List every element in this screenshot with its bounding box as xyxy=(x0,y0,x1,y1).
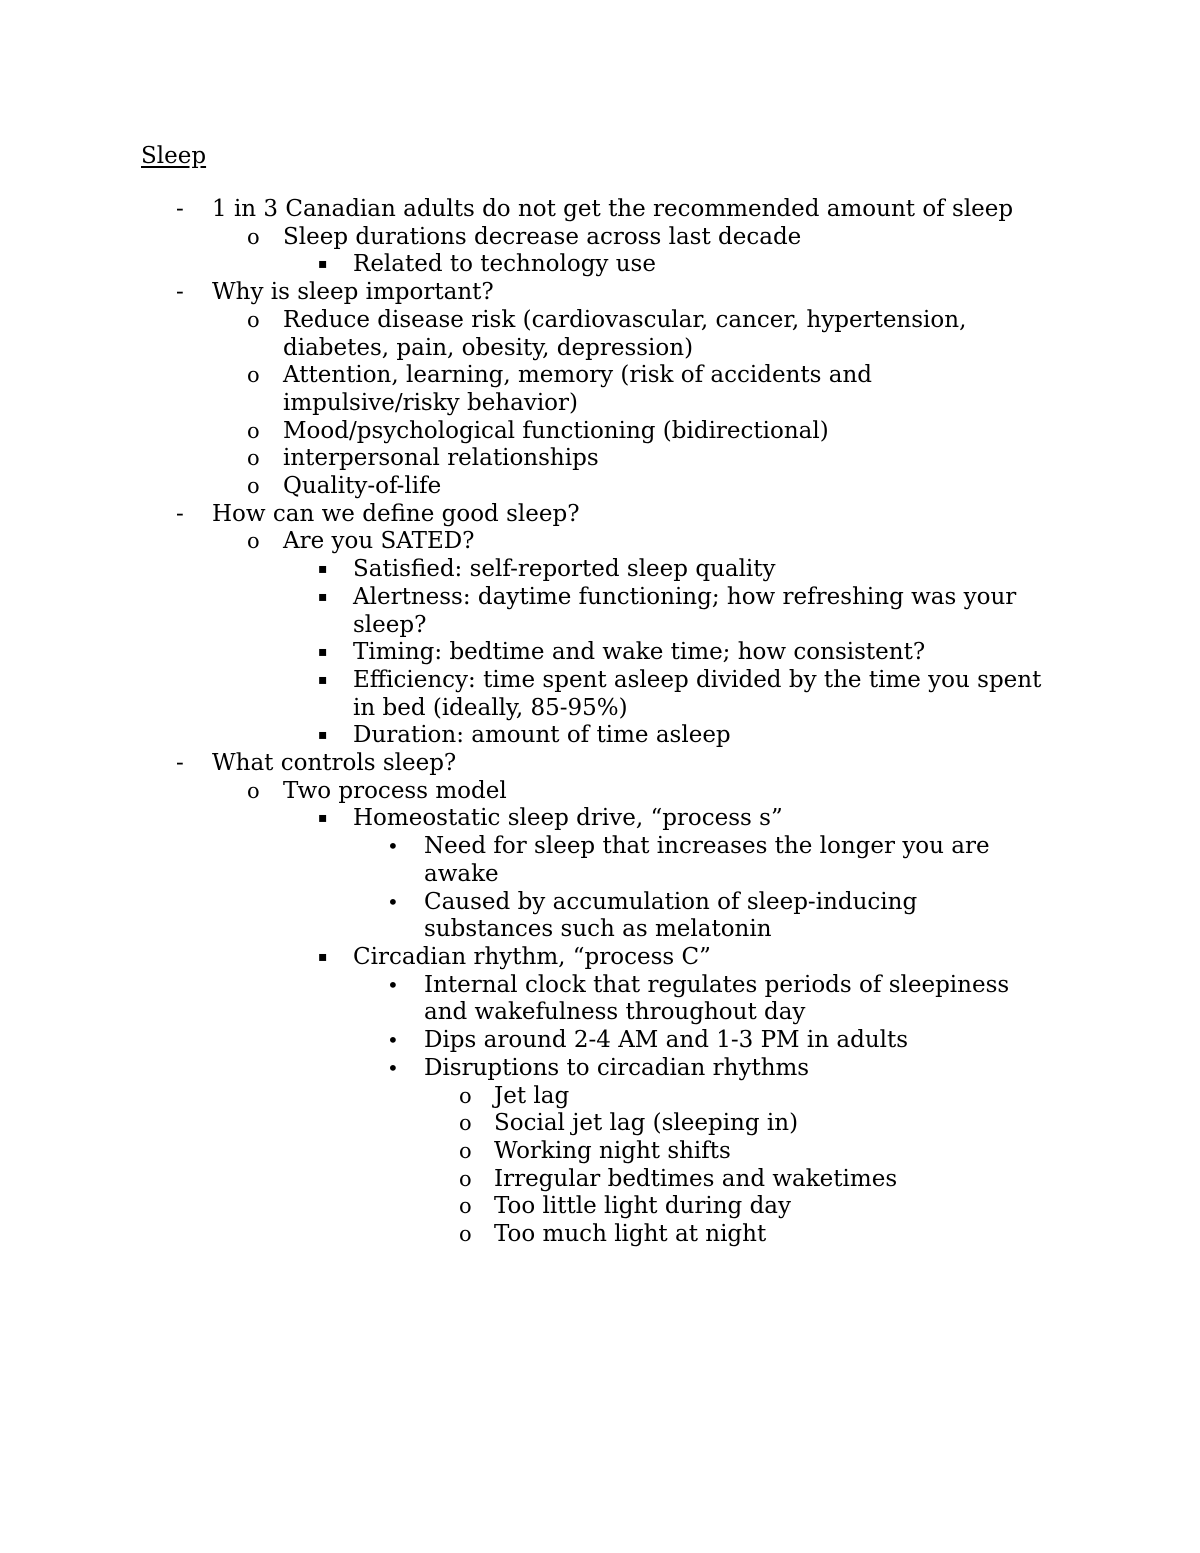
outline-item-level-3 xyxy=(0,667,1063,722)
outline-item-level-4 xyxy=(0,1027,1034,1055)
square-marker: ▪ xyxy=(318,561,328,578)
outline-item-level-2 xyxy=(0,362,983,417)
outline-item-level-3 xyxy=(0,584,1063,639)
circle-marker: o xyxy=(247,529,260,554)
outline-item-level-1 xyxy=(0,279,1052,307)
outline-item-text: Social jet lag (sleeping in) xyxy=(494,1110,799,1137)
square-marker: ▪ xyxy=(318,671,328,688)
circle-marker: o xyxy=(459,1083,472,1108)
circle-marker: o xyxy=(247,446,260,471)
outline-item-level-5 xyxy=(0,1166,1054,1194)
outline-item-text: Attention, learning, memory (risk of accidents and impulsive/risky behavior) xyxy=(283,362,873,416)
circle-marker: o xyxy=(247,778,260,803)
page-title: Sleep xyxy=(141,143,207,169)
circle-marker: o xyxy=(247,363,260,388)
outline-item-text: Mood/psychological functioning (bidirectional) xyxy=(283,417,829,444)
outline-item-text: Reduce disease risk (cardiovascular, cancer, hypertension, diabetes, pain, obesity, depression) xyxy=(283,306,967,361)
outline-item-level-5 xyxy=(0,1221,1054,1249)
dash-marker: - xyxy=(176,500,184,527)
outline-item-text: Need for sleep that increases the longer you are awake xyxy=(424,833,990,887)
square-marker: ▪ xyxy=(318,588,328,605)
outline-item-text: Two process model xyxy=(283,777,507,804)
outline-list xyxy=(0,196,1200,1249)
outline-item-text: Satisfied: self-reported sleep quality xyxy=(353,556,776,583)
outline-item-text: 1 in 3 Canadian adults do not get the recommended amount of sleep xyxy=(212,196,1014,222)
outline-item-level-1 xyxy=(0,501,1052,529)
outline-item-text: Too little light during day xyxy=(494,1193,792,1220)
outline-item-text: Duration: amount of time asleep xyxy=(353,722,731,749)
outline-item-text: Disruptions to circadian rhythms xyxy=(424,1054,810,1081)
outline-item-level-3 xyxy=(0,722,1063,750)
circle-marker: o xyxy=(459,1166,472,1191)
dash-marker: - xyxy=(176,279,184,306)
bullet-marker: • xyxy=(387,1028,399,1053)
outline-item-text: Alertness: daytime functioning; how refreshing was your sleep? xyxy=(353,583,1017,638)
dash-marker: - xyxy=(176,196,184,222)
outline-item-level-4 xyxy=(0,972,1034,1027)
square-marker: ▪ xyxy=(318,948,328,965)
outline-item-text: Too much light at night xyxy=(494,1221,767,1248)
outline-item-level-3 xyxy=(0,556,1063,584)
bullet-marker: • xyxy=(387,972,399,997)
square-marker: ▪ xyxy=(318,256,328,273)
outline-item-text: Why is sleep important? xyxy=(212,279,494,306)
outline-item-level-4 xyxy=(0,1055,1034,1083)
outline-item-level-3 xyxy=(0,944,1063,972)
circle-marker: o xyxy=(247,418,260,443)
outline-item-text: Circadian rhythm, “process C” xyxy=(353,943,711,970)
outline-item-text: How can we define good sleep? xyxy=(212,500,580,527)
outline-item-text: Homeostatic sleep drive, “process s” xyxy=(353,805,783,832)
square-marker: ▪ xyxy=(318,810,328,827)
square-marker: ▪ xyxy=(318,727,328,744)
outline-item-level-2 xyxy=(0,473,983,501)
outline-item-text: Dips around 2-4 AM and 1-3 PM in adults xyxy=(424,1027,909,1054)
outline-item-level-5 xyxy=(0,1193,1054,1221)
outline-item-level-4 xyxy=(0,833,1034,888)
circle-marker: o xyxy=(247,307,260,332)
outline-item-text: Efficiency: time spent asleep divided by the time you spent in bed (ideally, 85-95%) xyxy=(353,666,1042,721)
outline-item-text: Internal clock that regulates periods of sleepiness and wakefulness throughout day xyxy=(424,971,1010,1026)
bullet-marker: • xyxy=(387,889,399,914)
outline-item-text: What controls sleep? xyxy=(212,750,457,777)
outline-item-level-2 xyxy=(0,528,983,556)
outline-item-level-5 xyxy=(0,1110,1054,1138)
bullet-marker: • xyxy=(387,1055,399,1080)
outline-item-text: Related to technology use xyxy=(353,251,656,278)
outline-item-level-2 xyxy=(0,418,983,446)
outline-item-level-3 xyxy=(0,639,1063,667)
dash-marker: - xyxy=(176,750,184,777)
outline-item-level-1 xyxy=(0,196,1052,224)
outline-item-level-2 xyxy=(0,778,983,806)
square-marker: ▪ xyxy=(318,644,328,661)
outline-item-level-1 xyxy=(0,750,1052,778)
outline-item-level-5 xyxy=(0,1138,1054,1166)
outline-item-level-2 xyxy=(0,307,983,362)
outline-item-text: Jet lag xyxy=(494,1082,570,1109)
circle-marker: o xyxy=(459,1222,472,1247)
outline-item-text: Irregular bedtimes and waketimes xyxy=(494,1165,898,1192)
circle-marker: o xyxy=(459,1111,472,1136)
outline-item-text: Sleep durations decrease across last decade xyxy=(283,223,802,250)
circle-marker: o xyxy=(247,224,260,249)
outline-item-text: Caused by accumulation of sleep-inducing substances such as melatonin xyxy=(424,888,918,943)
outline-item-text: interpersonal relationships xyxy=(283,445,599,472)
circle-marker: o xyxy=(459,1138,472,1163)
circle-marker: o xyxy=(247,474,260,499)
outline-item-text: Working night shifts xyxy=(494,1137,731,1164)
outline-item-level-2 xyxy=(0,445,983,473)
bullet-marker: • xyxy=(387,834,399,859)
outline-item-level-3 xyxy=(0,251,1063,279)
outline-item-text: Are you SATED? xyxy=(283,528,475,555)
outline-item-text: Timing: bedtime and wake time; how consistent? xyxy=(353,639,926,666)
outline-item-level-4 xyxy=(0,889,1034,944)
outline-item-text: Quality-of-life xyxy=(283,473,442,500)
outline-item-level-3 xyxy=(0,805,1063,833)
outline-item-level-5 xyxy=(0,1083,1054,1111)
outline-item-level-2 xyxy=(0,224,983,252)
circle-marker: o xyxy=(459,1194,472,1219)
